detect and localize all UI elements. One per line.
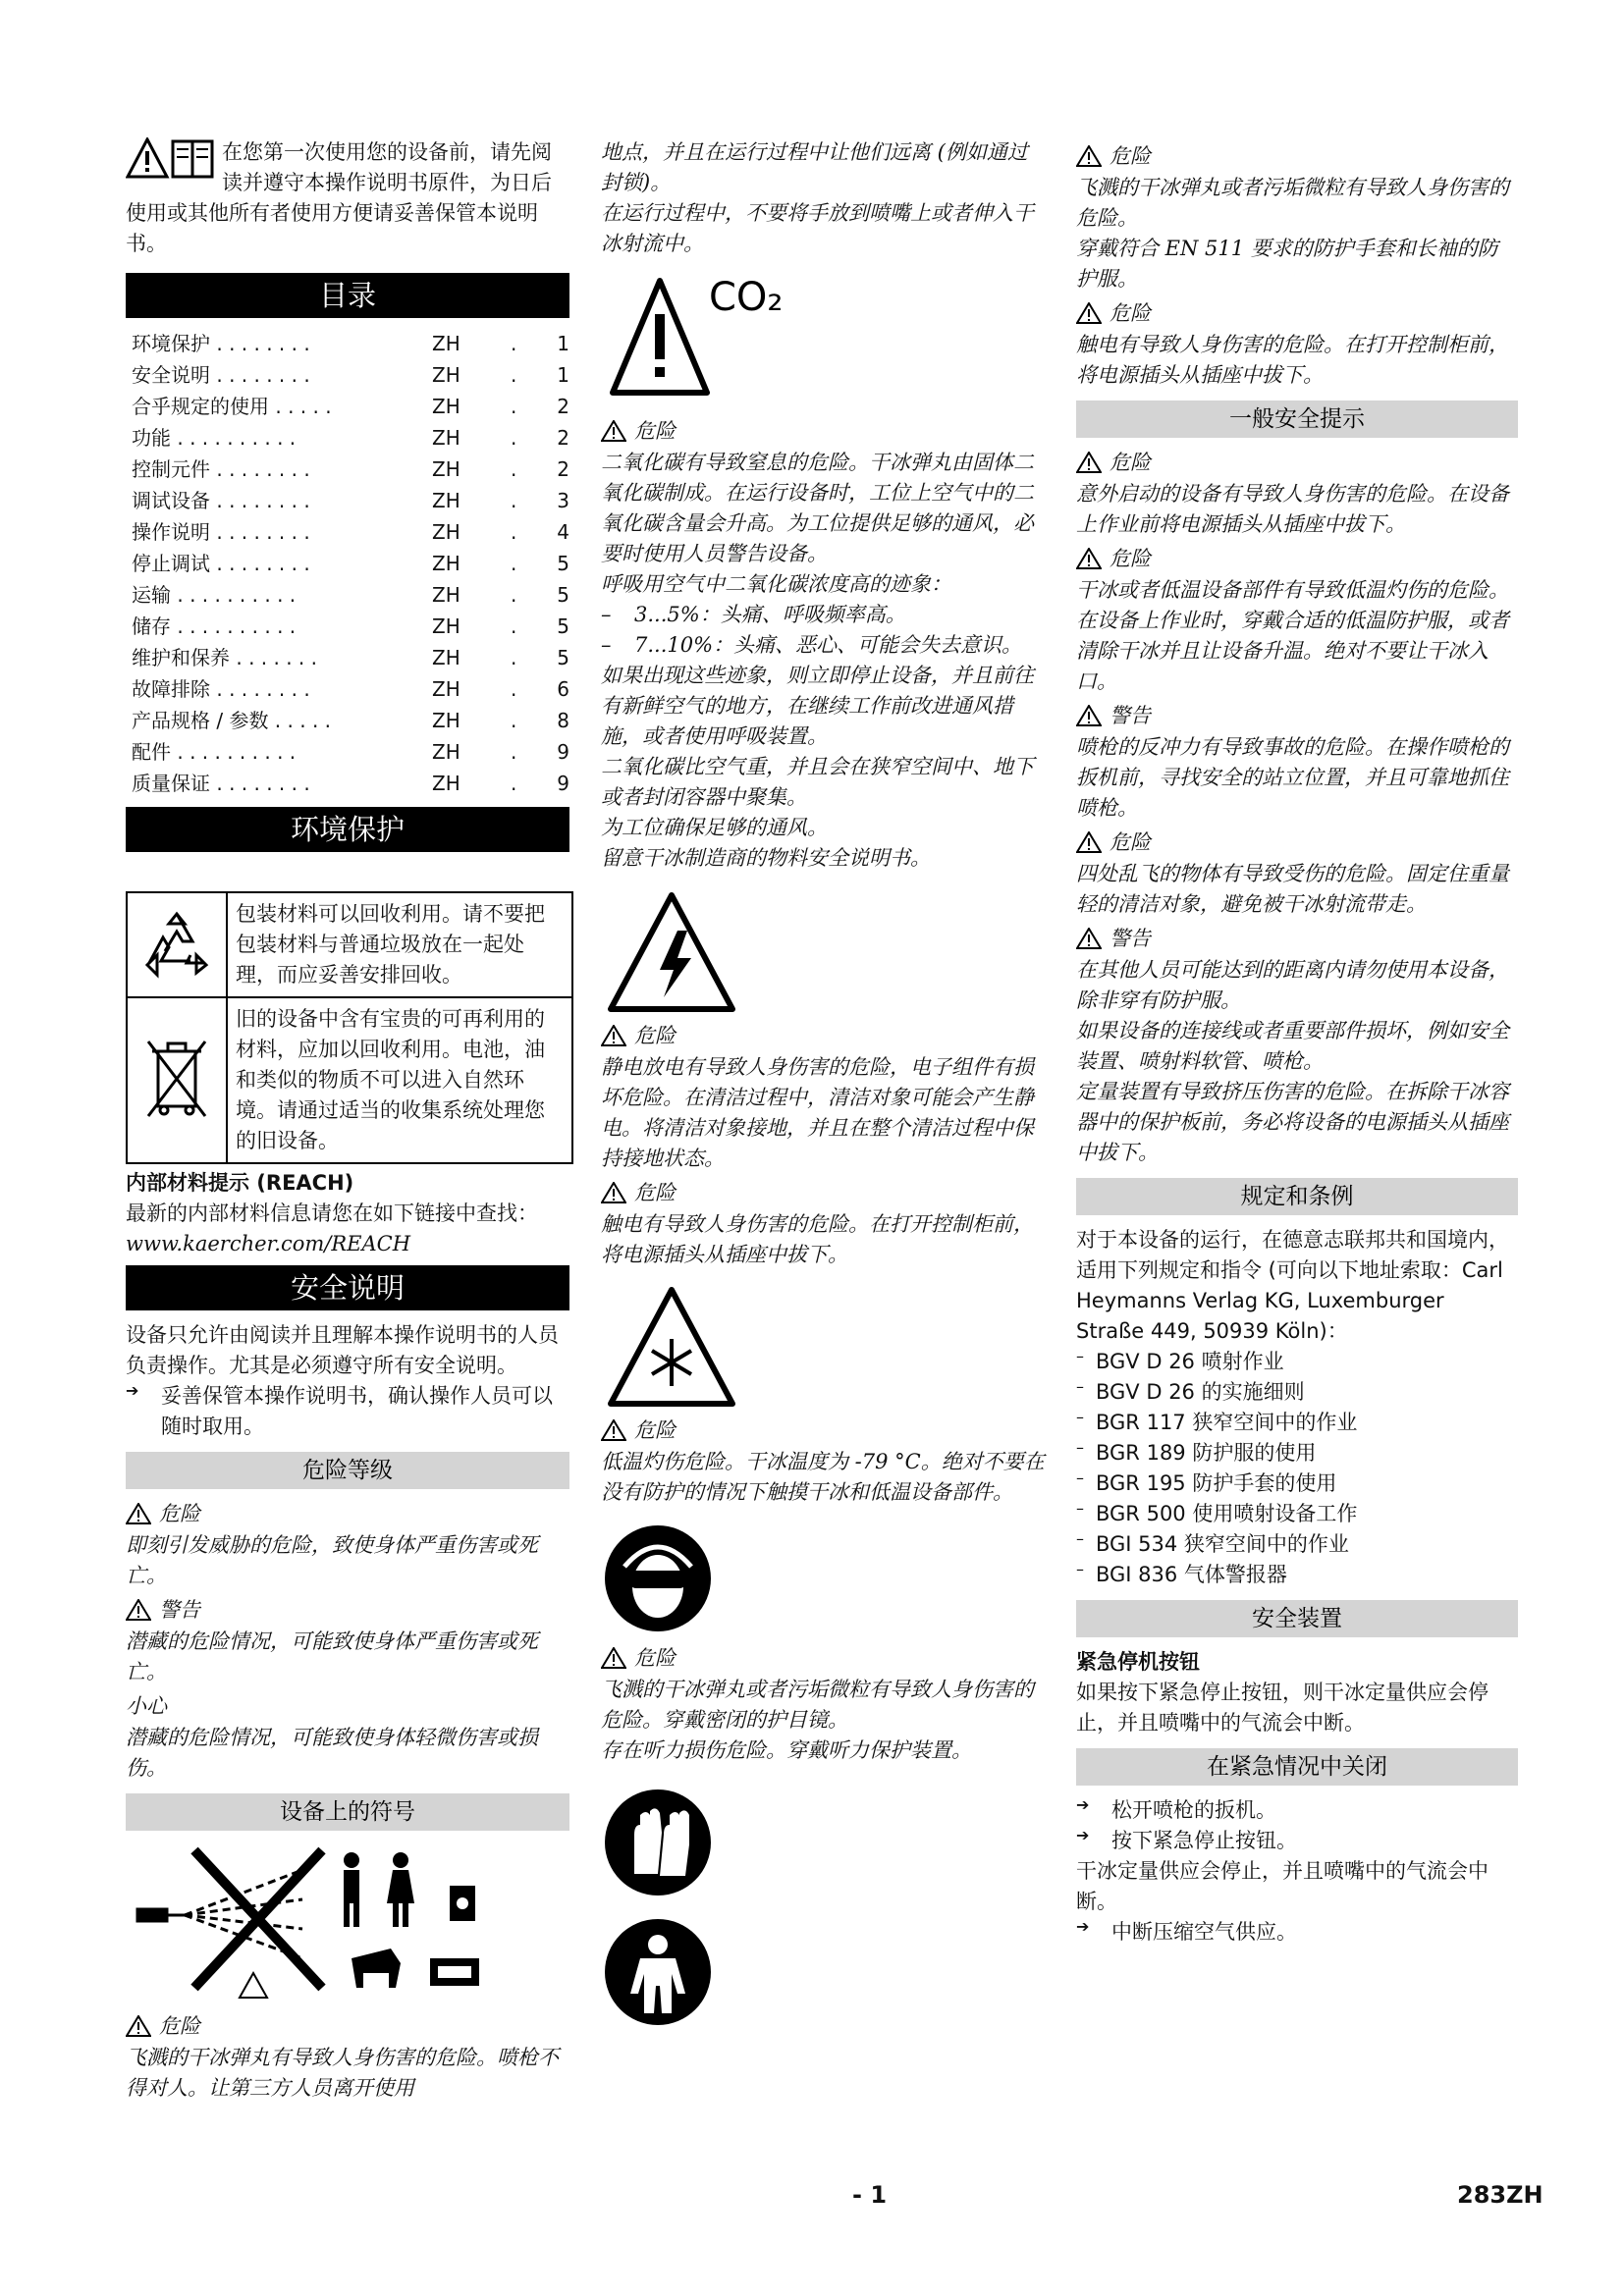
reach-title: 内部材料提示 (REACH) <box>126 1171 354 1195</box>
static-signal <box>601 1021 1045 1050</box>
co2-pictogram <box>601 265 1045 412</box>
toc-item[interactable] <box>132 422 569 454</box>
toc-item-code: ZH <box>432 489 460 512</box>
toc-item-dot: . <box>511 457 517 481</box>
column-1 <box>126 137 569 2104</box>
toc-item-title: 维护和保养 . . . . . . . <box>132 646 318 669</box>
toc-item-page: 9 <box>557 772 569 795</box>
toc-item[interactable] <box>132 611 569 642</box>
toc-item-title: 停止调试 . . . . . . . . <box>132 552 310 575</box>
safety-arrow-text: 妥善保管本操作说明书，确认操作人员可以随时取用。 <box>161 1384 553 1438</box>
rules-item: – BGR 195 防护手套的使用 <box>1076 1468 1337 1495</box>
warning-triangle-icon <box>601 1025 626 1046</box>
safety-arrow-item <box>126 1381 569 1442</box>
toc-item-page: 1 <box>557 363 569 387</box>
protective-suit-icon <box>601 1915 1045 2033</box>
toc-item-dot: . <box>511 395 517 418</box>
toc-item-dot: . <box>511 740 517 764</box>
toc-item-page: 5 <box>557 552 569 575</box>
warning-text: 潜藏的危险情况，可能致使身体严重伤害或死亡。 <box>126 1629 538 1683</box>
reach-url[interactable]: www.kaercher.com/REACH <box>126 1232 411 1255</box>
co2-label: CO₂ <box>709 275 784 320</box>
emergency-step-3: ➔ 中断压缩空气供应。 <box>1076 1917 1518 1948</box>
warning-triangle-icon <box>1076 452 1102 473</box>
toc-item-code: ZH <box>432 677 460 701</box>
toc-list <box>126 328 569 799</box>
g2-signal <box>1076 544 1518 573</box>
caution-text: 潜藏的危险情况，可能致使身体轻微伤害或损伤。 <box>126 1726 538 1780</box>
warning-triangle-icon <box>1076 831 1102 853</box>
danger-label: 危险 <box>159 1502 200 1525</box>
estop-title: 紧急停机按钮 <box>1076 1650 1200 1674</box>
g3-text: 喷枪的反冲力有导致事故的危险。在操作喷枪的扳机前，寻找安全的站立位置，并且可靠地抓住喷枪。 <box>1076 735 1509 820</box>
g3-label: 警告 <box>1110 704 1151 727</box>
g5-text3: 定量装置有导致挤压伤害的危险。在拆除干冰容器中的保护板前，务必将设备的电源插头从插座中拔下。 <box>1076 1080 1509 1164</box>
toc-item-title: 环境保护 . . . . . . . . <box>132 332 310 355</box>
glove-text2: 穿戴符合 EN 511 要求的防护手套和长袖的防护服。 <box>1076 237 1498 291</box>
toc-item-code: ZH <box>432 457 460 481</box>
toc-item-title: 储存 . . . . . . . . . . <box>132 614 297 638</box>
symbols-heading: 设备上的符号 <box>126 1793 569 1831</box>
danger-levels-heading: 危险等级 <box>126 1452 569 1489</box>
toc-item-page: 6 <box>557 677 569 701</box>
warning-label: 警告 <box>159 1598 200 1622</box>
shock-label: 危险 <box>634 1181 676 1204</box>
static-text: 静电放电有导致人身伤害的危险，电子组件有损坏危险。在清洁过程中，清洁对象可能会产生静电。将清洁对象接地，并且在整个清洁过程中保持接地状态。 <box>601 1055 1034 1170</box>
warning-triangle-icon <box>126 1503 151 1524</box>
toc-item[interactable] <box>132 673 569 705</box>
toc-item-dot: . <box>511 552 517 575</box>
g4-text: 四处乱飞的物体有导致受伤的危险。固定住重量轻的清洁对象，避免被干冰射流带走。 <box>1076 862 1509 916</box>
toc-item-dot: . <box>511 363 517 387</box>
toc-item-dot: . <box>511 332 517 355</box>
co2-symptoms: 呼吸用空气中二氧化碳浓度高的迹象： <box>601 572 951 596</box>
safety-text: 设备只允许由阅读并且理解本操作说明书的人员负责操作。尤其是必须遵守所有安全说明。 <box>126 1323 559 1377</box>
rules-item: – BGI 534 狭窄空间中的作业 <box>1076 1529 1349 1556</box>
g3-signal <box>1076 701 1518 730</box>
elec2-label: 危险 <box>1110 301 1151 325</box>
toc-item-code: ZH <box>432 709 460 732</box>
warning-triangle-icon <box>1076 145 1102 167</box>
co2-text4: 为工位确保足够的通风。 <box>601 816 828 839</box>
warning-triangle-icon <box>126 1599 151 1621</box>
rules-item: – BGV D 26 喷射作业 <box>1076 1347 1284 1373</box>
column-3 <box>1076 137 1518 1948</box>
toc-item-title: 配件 . . . . . . . . . . <box>132 740 297 764</box>
toc-item-page: 2 <box>557 426 569 450</box>
warning-triangle-icon <box>126 2015 151 2037</box>
intro-block <box>126 137 569 259</box>
toc-item[interactable] <box>132 736 569 768</box>
emergency-heading: 在紧急情况中关闭 <box>1076 1748 1518 1786</box>
toc-item-dot: . <box>511 489 517 512</box>
toc-item-dot: . <box>511 677 517 701</box>
glove-signal <box>1076 141 1518 171</box>
env-row-weee <box>128 998 571 1162</box>
rules-text: 对于本设备的运行，在德意志联邦共和国境内，适用下列规定和指令 (可向以下地址索取：Carl Heymanns Verlag KG, Luxemburger Straße 449, 50939 Köln)： <box>1076 1228 1509 1343</box>
toc-item-code: ZH <box>432 614 460 638</box>
toc-item-page: 3 <box>557 489 569 512</box>
co2-danger-label: 危险 <box>634 419 676 443</box>
shock-signal <box>601 1178 1045 1207</box>
emergency-step-2: ➔ 按下紧急停止按钮。 <box>1076 1826 1518 1856</box>
toc-item-dot: . <box>511 772 517 795</box>
glove-label: 危险 <box>1110 144 1151 168</box>
rules-item: – BGR 189 防护服的使用 <box>1076 1438 1317 1465</box>
toc-item[interactable] <box>132 391 569 422</box>
intro-text: 在您第一次使用您的设备前，请先阅读并遵守本操作说明书原件，为日后使用或其他所有者使用方便请妥善保管本说明书。 <box>126 140 552 255</box>
g1-text: 意外启动的设备有导致人身伤害的危险。在设备上作业前将电源插头从插座中拔下。 <box>1076 482 1509 536</box>
g5-label: 警告 <box>1110 927 1151 950</box>
co2-signal <box>601 416 1045 446</box>
warning-triangle-icon <box>601 420 626 442</box>
co2-dash-1: – 3...5%：头痛、呼吸频率高。 <box>601 603 906 626</box>
sym1-text2: 在运行过程中，不要将手放到喷嘴上或者伸入干冰射流中。 <box>601 201 1034 255</box>
toc-item-code: ZH <box>432 520 460 544</box>
env-row-recycle <box>128 893 571 998</box>
no-spray-pictogram <box>126 1841 569 2007</box>
rules-list <box>1076 1347 1518 1590</box>
sym1-signal <box>126 2011 569 2041</box>
cold-text: 低温灼伤危险。干冰温度为 -79 °C。绝对不要在没有防护的情况下触摸干冰和低温设备部件。 <box>601 1450 1045 1504</box>
env-heading: 环境保护 <box>126 807 569 852</box>
warning-triangle-icon <box>1076 705 1102 726</box>
sym1-text-a: 飞溅的干冰弹丸有导致人身伤害的危险。喷枪不得对人。让第三方人员离开使用 <box>126 2046 559 2100</box>
toc-item-title: 调试设备 . . . . . . . . <box>132 489 310 512</box>
co2-text5: 留意干冰制造商的物料安全说明书。 <box>601 846 931 870</box>
toc-item-dot: . <box>511 426 517 450</box>
safety-heading: 安全说明 <box>126 1265 569 1310</box>
danger-text: 即刻引发威胁的危险，致使身体严重伤害或死亡。 <box>126 1533 538 1587</box>
toc-item-page: 5 <box>557 583 569 607</box>
toc-item[interactable] <box>132 548 569 579</box>
toc-item-code: ZH <box>432 426 460 450</box>
toc-item-code: ZH <box>432 583 460 607</box>
toc-item[interactable] <box>132 328 569 359</box>
arrow-icon: ➔ <box>1076 1826 1090 1844</box>
eye-ear-protection-icon <box>601 1522 1045 1639</box>
toc-item[interactable] <box>132 579 569 611</box>
toc-item[interactable] <box>132 516 569 548</box>
danger-signal <box>126 1499 569 1528</box>
rules-item: – BGI 836 气体警报器 <box>1076 1560 1287 1586</box>
warning-triangle-icon <box>601 1182 626 1203</box>
toc-item[interactable] <box>132 768 569 799</box>
column-2 <box>601 137 1045 2033</box>
high-voltage-pictogram <box>601 889 1045 1017</box>
toc-item-code: ZH <box>432 332 460 355</box>
toc-item-page: 2 <box>557 457 569 481</box>
toc-item-code: ZH <box>432 395 460 418</box>
warning-signal <box>126 1595 569 1625</box>
toc-item-page: 1 <box>557 332 569 355</box>
eye-text: 飞溅的干冰弹丸或者污垢微粒有导致人身伤害的危险。穿戴密闭的护目镜。 <box>601 1678 1034 1732</box>
gloves-icon <box>601 1786 1045 1903</box>
reach-text: 最新的内部材料信息请您在如下链接中查找： <box>126 1201 538 1225</box>
toc-item-title: 故障排除 . . . . . . . . <box>132 677 310 701</box>
caution-label: 小心 <box>126 1694 167 1718</box>
co2-text: 二氧化碳有导致窒息的危险。干冰弹丸由固体二氧化碳制成。在运行设备时，工位上空气中的二氧化碳含量会升高。为工位提供足够的通风，必要时使用人员警告设备。 <box>601 451 1034 565</box>
arrow-icon: ➔ <box>126 1381 139 1400</box>
toc-item-dot: . <box>511 646 517 669</box>
glove-text: 飞溅的干冰弹丸或者污垢微粒有导致人身伤害的危险。 <box>1076 176 1509 230</box>
toc-item-page: 5 <box>557 614 569 638</box>
toc-heading: 目录 <box>126 273 569 318</box>
g2-text: 干冰或者低温设备部件有导致低温灼伤的危险。在设备上作业时，穿戴合适的低温防护服，或者清除干冰并且让设备升温。绝对不要让干冰入口。 <box>1076 578 1509 693</box>
toc-item[interactable] <box>132 359 569 391</box>
estop-text: 如果按下紧急停止按钮，则干冰定量供应会停止，并且喷嘴中的气流会中断。 <box>1076 1681 1489 1735</box>
shock-text: 触电有导致人身伤害的危险。在打开控制柜前，将电源插头从插座中拔下。 <box>601 1212 1034 1266</box>
caution-signal <box>126 1691 569 1721</box>
arrow-icon: ➔ <box>1076 1795 1090 1814</box>
toc-item-dot: . <box>511 614 517 638</box>
page-number: - 1 <box>852 2181 888 2209</box>
toc-item-title: 运输 . . . . . . . . . . <box>132 583 297 607</box>
toc-item-code: ZH <box>432 646 460 669</box>
co2-text2: 如果出现这些迹象，则立即停止设备，并且前往有新鲜空气的地方，在继续工作前改进通风措施，或者使用呼吸装置。 <box>601 664 1034 748</box>
rules-heading: 规定和条例 <box>1076 1178 1518 1215</box>
recycle-icon <box>128 893 228 996</box>
g2-label: 危险 <box>1110 547 1151 570</box>
eye-label: 危险 <box>634 1646 676 1670</box>
env-table <box>126 891 573 1164</box>
toc-item-code: ZH <box>432 363 460 387</box>
static-label: 危险 <box>634 1024 676 1047</box>
arrow-icon: ➔ <box>1076 1917 1090 1936</box>
safety-devices-heading: 安全装置 <box>1076 1600 1518 1637</box>
g1-signal <box>1076 448 1518 477</box>
toc-item-dot: . <box>511 583 517 607</box>
toc-item[interactable] <box>132 642 569 673</box>
rules-item: – BGR 117 狭窄空间中的作业 <box>1076 1408 1358 1434</box>
toc-item-code: ZH <box>432 772 460 795</box>
toc-item[interactable] <box>132 485 569 516</box>
cold-signal <box>601 1415 1045 1445</box>
cold-label: 危险 <box>634 1418 676 1442</box>
toc-item[interactable] <box>132 454 569 485</box>
toc-item-title: 产品规格 / 参数 . . . . . <box>132 709 332 732</box>
toc-item-code: ZH <box>432 552 460 575</box>
general-heading: 一般安全提示 <box>1076 400 1518 438</box>
toc-item-code: ZH <box>432 740 460 764</box>
toc-item-page: 8 <box>557 709 569 732</box>
g4-label: 危险 <box>1110 830 1151 854</box>
warning-triangle-icon <box>1076 928 1102 949</box>
eye-signal <box>601 1643 1045 1673</box>
warning-triangle-icon <box>601 1419 626 1441</box>
rules-item: – BGR 500 使用喷射设备工作 <box>1076 1499 1358 1525</box>
warning-triangle-icon <box>1076 302 1102 324</box>
eye-text2: 存在听力损伤危险。穿戴听力保护装置。 <box>601 1738 972 1762</box>
g1-label: 危险 <box>1110 451 1151 474</box>
toc-item-dot: . <box>511 520 517 544</box>
co2-text3: 二氧化碳比空气重，并且会在狭窄空间中、地下或者封闭容器中聚集。 <box>601 755 1034 809</box>
toc-item-title: 安全说明 . . . . . . . . <box>132 363 310 387</box>
g5-text: 在其他人员可能达到的距离内请勿使用本设备，除非穿有防护服。 <box>1076 958 1509 1012</box>
toc-item-title: 功能 . . . . . . . . . . <box>132 426 297 450</box>
toc-item-page: 4 <box>557 520 569 544</box>
warning-triangle-icon <box>1076 548 1102 569</box>
toc-item-title: 合乎规定的使用 . . . . . <box>132 395 332 418</box>
warning-triangle-icon <box>601 1647 626 1669</box>
toc-item[interactable] <box>132 705 569 736</box>
toc-item-title: 质量保证 . . . . . . . . <box>132 772 310 795</box>
recycle-text: 包装材料可以回收利用。请不要把包装材料与普通垃圾放在一起处理，而应妥善安排回收。 <box>236 902 545 987</box>
elec2-text: 触电有导致人身伤害的危险。在打开控制柜前，将电源插头从插座中拔下。 <box>1076 333 1509 387</box>
co2-dash-2: – 7...10%：头痛、恶心、可能会失去意识。 <box>601 633 1023 657</box>
g5-signal <box>1076 924 1518 953</box>
toc-item-page: 9 <box>557 740 569 764</box>
sym1-label: 危险 <box>159 2014 200 2038</box>
toc-item-title: 控制元件 . . . . . . . . <box>132 457 310 481</box>
emergency-step-1: ➔ 松开喷枪的扳机。 <box>1076 1795 1518 1826</box>
doc-code: 283ZH <box>1457 2181 1543 2209</box>
toc-item-dot: . <box>511 709 517 732</box>
rules-item: – BGV D 26 的实施细则 <box>1076 1377 1305 1404</box>
sym1-text-b: 地点，并且在运行过程中让他们远离 (例如通过封锁)。 <box>601 140 1028 194</box>
crossed-bin-icon <box>128 998 228 1162</box>
g5-text2: 如果设备的连接线或者重要部件损坏，例如安全装置、喷射料软管、喷枪。 <box>1076 1019 1509 1073</box>
read-manual-icon <box>126 137 216 181</box>
toc-item-title: 操作说明 . . . . . . . . <box>132 520 310 544</box>
cold-pictogram <box>601 1284 1045 1412</box>
emergency-text: 干冰定量供应会停止，并且喷嘴中的气流会中断。 <box>1076 1859 1489 1913</box>
weee-text: 旧的设备中含有宝贵的可再利用的材料，应加以回收利用。电池，油和类似的物质不可以进入自然环境。请通过适当的收集系统处理您的旧设备。 <box>236 1007 545 1152</box>
g4-signal <box>1076 828 1518 857</box>
elec2-signal <box>1076 298 1518 328</box>
toc-item-page: 2 <box>557 395 569 418</box>
toc-item-page: 5 <box>557 646 569 669</box>
